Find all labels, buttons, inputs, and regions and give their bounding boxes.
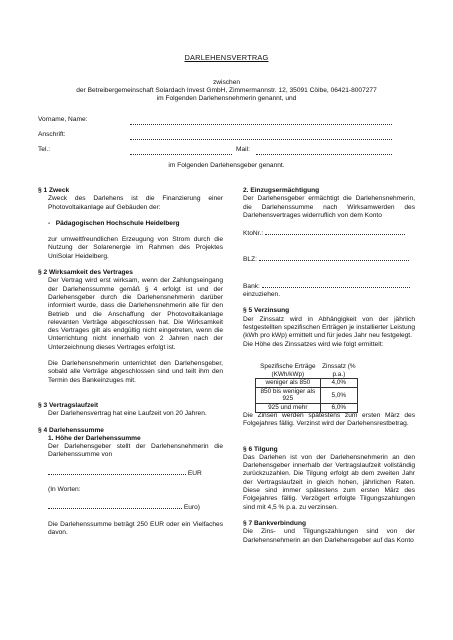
section-3-text: Der Darlehensvertrag hat eine Laufzeit von 20 Jahren.: [48, 410, 207, 418]
table-header-rate: Zinssatz (% p.a.): [322, 363, 356, 378]
section-5-text3: Die Zinsen werden spätestens zum ersten März des Folgejahres fällig. Verzinst wird der Darlehensrestbetrag.: [243, 412, 415, 428]
borrower-party: der Betreibergemeinschaft Solardach Invest GmbH, Zimmermannstr. 12, 35091 Cölbe, 06421-8007277: [76, 87, 377, 94]
bank-field[interactable]: [262, 281, 410, 288]
address-field[interactable]: [130, 132, 392, 140]
table-cell: 4,0%: [320, 379, 357, 388]
lender-note: im Folgenden Darlehensgeber genannt.: [168, 162, 285, 169]
account-field[interactable]: [265, 228, 405, 235]
name-field[interactable]: [130, 117, 392, 125]
mail-field[interactable]: [256, 147, 392, 155]
section-4-subtitle: 1. Höhe der Darlehenssumme: [48, 434, 141, 442]
table-header-yield: Spezifische Erträge (KWh/kWp): [256, 363, 321, 379]
section-4-2-text: Der Darlehensgeber ermächtigt die Darlehensnehmerin, die Darlehenssumme nach Wirksamwerden des Darlehensvertrages widerruflich von dem Konto: [243, 195, 415, 219]
section-1-text: Zweck des Darlehens ist die Finanzierung einer Photovoltaikanlage auf Gebäuden der:: [48, 195, 223, 211]
section-1-text2: zur umweltfreundlichen Erzeugung von Strom durch die Nutzung der Solarenergie im Rahmen des Projektes UniSolar Heidelberg.: [48, 236, 223, 260]
bank-label: Bank:: [243, 282, 260, 290]
section-6-text: Das Darlehen ist von der Darlehensnehmerin an den Darlehensgeber innerhalb der Vertragslaufzeit vollständig zurückzuzahlen. Die Tilgung erfolgt ab dem zweiten Jahr der Vertragslaufzeit in gleich hohen, jährlichen Raten. Diese sind immer spätestens zum ersten März des Folgejahres fällig. Verzögert erfolgte Tilgungszahlungen sind mit 4,5 % p.a. zu verzinsen.: [243, 453, 415, 511]
section-1-bullet: - Pädagogischen Hochschule Heidelberg: [48, 219, 180, 227]
section-2-title: § 2 Wirksamkeit des Vertrages: [38, 269, 133, 277]
table-cell: 850 bis weniger als 925: [256, 387, 321, 403]
in-words-label: (In Worten:: [48, 486, 81, 494]
table-row: [256, 387, 358, 403]
section-1-title: § 1 Zweck: [38, 187, 70, 194]
table-cell: 6,0%: [320, 403, 357, 412]
phone-label: Tel.:: [38, 146, 51, 153]
address-label: Anschrift:: [38, 131, 66, 138]
borrower-note: im Folgenden Darlehensnehmerin genannt, und: [156, 95, 297, 102]
section-3-title: § 3 Vertragslaufzeit: [38, 401, 99, 409]
mail-label: Mail:: [236, 146, 250, 153]
bank-line: [243, 281, 415, 291]
section-7-text: Die Zins- und Tilgungszahlungen sind von der Darlehensnehmerin an den Darlehensgeber auf das Konto: [243, 528, 415, 544]
interest-rate-table: [255, 363, 358, 413]
account-label: KtoNr.:: [243, 230, 264, 238]
eur-label: EUR: [187, 469, 202, 477]
table-row: [256, 379, 358, 388]
section-6-title: § 6 Tilgung: [243, 445, 278, 453]
blz-label: BLZ:: [243, 256, 257, 264]
table-cell: 925 und mehr: [256, 403, 321, 412]
zwischen-text: zwischen: [212, 79, 241, 86]
account-line: [243, 228, 415, 238]
einzuziehen-text: einzuziehen.: [243, 291, 281, 299]
right-column-lower: [243, 412, 415, 545]
section-7-title: § 7 Bankverbindung: [243, 519, 307, 527]
table-cell: 5,0%: [320, 387, 357, 403]
blz-line: [243, 254, 415, 264]
right-column: [243, 187, 415, 349]
phone-field[interactable]: [130, 147, 232, 155]
in-words-field[interactable]: [48, 502, 182, 509]
section-4-text2: Die Darlehenssumme beträgt 250 EUR oder ein Vielfaches davon.: [48, 520, 223, 536]
in-words-line: [38, 502, 223, 512]
document-title: DARLEHENSVERTRAG: [184, 53, 269, 62]
section-4-title: § 4 Darlehenssumme: [38, 426, 104, 434]
name-label: Vorname, Name:: [38, 116, 88, 123]
amount-field[interactable]: [48, 468, 186, 475]
section-4-text: Der Darlehensgeber stellt der Darlehensnehmerin die Darlehenssumme von: [48, 443, 223, 459]
blz-field[interactable]: [259, 254, 409, 261]
section-2-text1: Der Vertrag wird erst wirksam, wenn der Zahlungseingang der Darlehenssumme gemäß § 4 erfolgt ist und der Darlehensgeber durch die Darlehensnehmerin darüber informiert wurde, dass die Darlehensnehmerin alle für den Betrieb und die Anschaffung der Photovoltaikanlage relevanten Verträge abgeschlossen hat. Die Wirksamkeit des Vertrages gilt als endgültig nicht eingetreten, wenn die Unterrichtung nicht innerhalb von 2 Jahren nach der Unterzeichnung dieses Vertrages erfolgt ist.: [48, 277, 223, 351]
section-5-text2: Die Höhe des Zinssatzes wird wie folgt ermittelt:: [243, 340, 384, 348]
section-5-text: Der Zinssatz wird in Abhängigkeit von der jährlich festgestellten spezifischen Erträgen je installierter Leistung (kWh pro kWp) ermittelt und für jedes Jahr neu festgelegt.: [243, 315, 415, 340]
table-row: [256, 403, 358, 412]
amount-line: [38, 468, 223, 478]
section-2-text2: Die Darlehensnehmerin unterrichtet den Darlehensgeber, sobald alle Verträge abgeschlossen sind und teilt ihm den Termin des Bankeinzuges mit.: [48, 360, 223, 384]
section-4-2-title: 2. Einzugsermächtigung: [243, 187, 320, 194]
left-column: [38, 187, 223, 537]
section-5-title: § 5 Verzinsung: [243, 307, 290, 315]
table-cell: weniger als 850: [256, 379, 321, 388]
euro-label: Euro): [183, 504, 200, 512]
